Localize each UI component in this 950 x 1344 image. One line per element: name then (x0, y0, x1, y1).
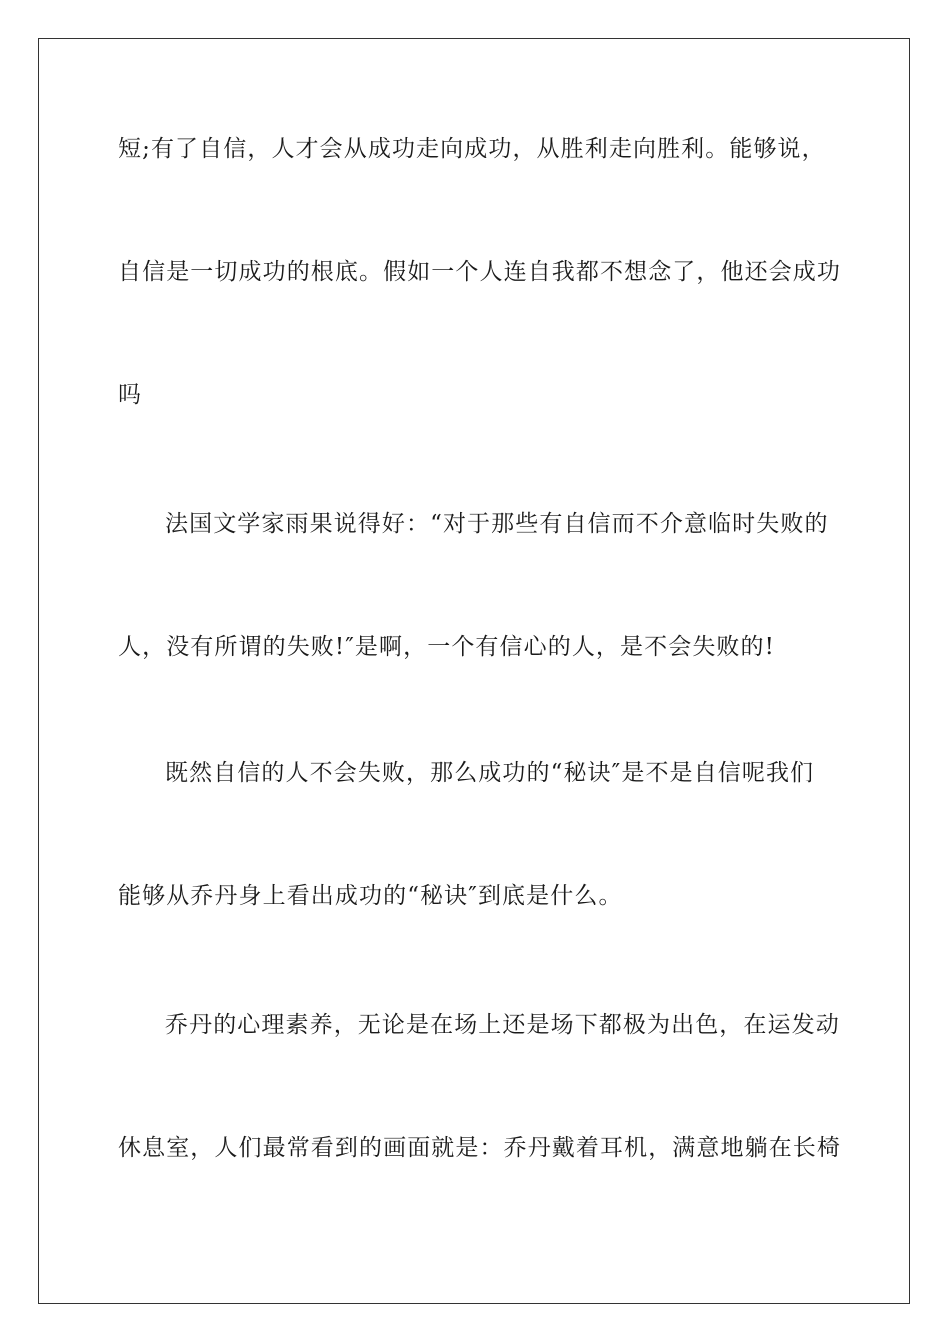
text-line: 短;有了自信，人才会从成功走向成功，从胜利走向胜利。能够说， (118, 136, 826, 162)
text-line: 人，没有所谓的失败!″是啊，一个有信心的人，是不会失败的! (118, 634, 775, 660)
paragraph-first-line: 乔丹的心理素养，无论是在场上还是场下都极为出色，在运发动 (165, 1012, 840, 1038)
page-border (38, 38, 910, 1304)
text-line: 吗 (118, 382, 143, 408)
text-line: 自信是一切成功的根底。假如一个人连自我都不想念了，他还会成功 (118, 259, 841, 285)
paragraph-first-line: 既然自信的人不会失败，那么成功的“秘诀″是不是自信呢我们 (165, 760, 815, 786)
text-line: 能够从乔丹身上看出成功的“秘诀″到底是什么。 (118, 883, 623, 909)
text-line: 休息室，人们最常看到的画面就是：乔丹戴着耳机，满意地躺在长椅 (118, 1135, 841, 1161)
paragraph-first-line: 法国文学家雨果说得好：“对于那些有自信而不介意临时失败的 (165, 511, 829, 537)
